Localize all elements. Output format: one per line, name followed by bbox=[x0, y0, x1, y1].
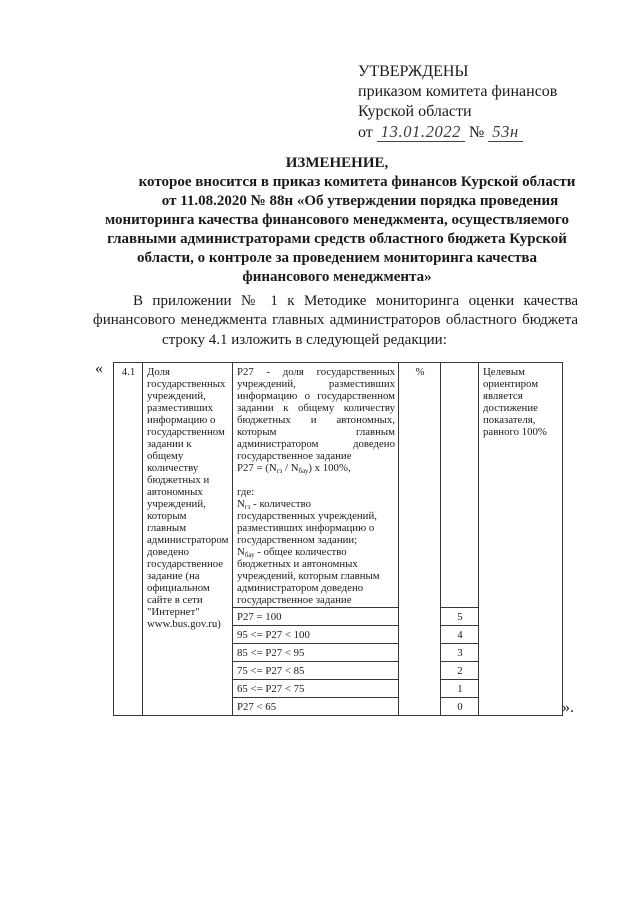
target-note-cell bbox=[479, 363, 563, 716]
indicator-link: www.bus.gov.ru) bbox=[147, 618, 221, 630]
def-text: - общее количество bbox=[254, 546, 347, 558]
def-line: государственное задание bbox=[237, 594, 352, 606]
indicator-line: государственных bbox=[147, 378, 226, 390]
closing-quote: ». bbox=[562, 699, 574, 716]
note-line: ориентиром bbox=[483, 378, 539, 390]
indicator-line: государственное bbox=[147, 558, 224, 570]
def-sub: гз bbox=[244, 503, 251, 511]
criterion-score: 0 bbox=[441, 698, 479, 716]
opening-quote: « bbox=[95, 360, 103, 377]
note-line: является bbox=[483, 390, 523, 402]
date-prefix: от bbox=[358, 124, 373, 141]
heading-line: которое вносится в приказ комитета финансов Курской области bbox=[138, 174, 576, 190]
score-blank-cell bbox=[441, 363, 479, 608]
indicator-line: автономных bbox=[147, 486, 203, 498]
indicator-line: задании к bbox=[147, 438, 192, 450]
calc-line: задании к общему количеству bbox=[237, 402, 395, 414]
handwritten-number: 53н bbox=[488, 122, 523, 142]
definition-gz bbox=[237, 498, 395, 510]
calculation-cell bbox=[233, 363, 399, 608]
calc-line: информацию о государственном bbox=[237, 390, 395, 402]
def-line: разместивших информацию о bbox=[237, 522, 375, 534]
def-line: бюджетных и автономных bbox=[237, 558, 358, 570]
number-sign: № bbox=[469, 124, 485, 141]
heading-line: мониторинга качества финансового менеджмента, осуществляемого bbox=[105, 212, 569, 228]
calc-line: которым главным bbox=[237, 426, 395, 438]
indicator-table bbox=[113, 362, 563, 716]
approval-title: УТВЕРЖДЕНЫ bbox=[358, 63, 469, 80]
heading-title: ИЗМЕНЕНИЕ, bbox=[285, 155, 389, 171]
criterion-condition: Р27 < 65 bbox=[233, 698, 399, 716]
indicator-line: разместивших bbox=[147, 402, 214, 414]
note-line: Целевым bbox=[483, 366, 525, 378]
indicator-line: бюджетных и bbox=[147, 474, 210, 486]
indicator-line: официальном bbox=[147, 582, 210, 594]
indicator-line: общему bbox=[147, 450, 184, 462]
def-line: государственных учреждений, bbox=[237, 510, 377, 522]
criterion-score: 4 bbox=[441, 626, 479, 644]
calc-line: государственное задание bbox=[237, 450, 352, 462]
indicator-line: учреждений, bbox=[147, 390, 206, 402]
where-label: где: bbox=[237, 486, 255, 498]
criterion-condition: 65 <= Р27 < 75 bbox=[233, 680, 399, 698]
def-symbol: N bbox=[237, 546, 245, 558]
indicator-line: задание (на bbox=[147, 570, 200, 582]
def-sub: бау bbox=[244, 551, 255, 559]
indicator-line: которым bbox=[147, 510, 187, 522]
indicator-line: доведено bbox=[147, 546, 190, 558]
approval-line-region: Курской области bbox=[358, 103, 472, 120]
heading-line: области, о контроле за проведением мониторинга качества bbox=[136, 250, 538, 266]
indicator-line: сайте в сети bbox=[147, 594, 203, 606]
intro-line: финансового менеджмента главных администраторов областного бюджета bbox=[93, 312, 578, 328]
indicator-line: администратором bbox=[147, 534, 229, 546]
def-line: учреждений, которым главным bbox=[237, 570, 380, 582]
approval-date-line bbox=[358, 122, 557, 143]
calc-line: бюджетных и автономных, bbox=[237, 414, 395, 426]
indicator-line: главным bbox=[147, 522, 187, 534]
note-line: достижение bbox=[483, 402, 538, 414]
intro-line: В приложении № 1 к Методике мониторинга оценки качества bbox=[133, 293, 578, 309]
calc-line: учреждений, разместивших bbox=[237, 378, 395, 390]
formula-sub-gz: гз bbox=[276, 467, 283, 475]
heading-line: главными администраторами средств областного бюджета Курской bbox=[107, 231, 567, 247]
indicator-name-cell bbox=[143, 363, 233, 716]
def-symbol: N bbox=[237, 498, 245, 510]
indicator-line: "Интернет" bbox=[147, 606, 200, 618]
intro-line: строку 4.1 изложить в следующей редакции: bbox=[162, 332, 447, 348]
definition-bau bbox=[237, 546, 395, 558]
note-line: показателя, bbox=[483, 414, 536, 426]
unit-cell: % bbox=[399, 363, 441, 716]
indicator-line: количеству bbox=[147, 462, 199, 474]
handwritten-date: 13.01.2022 bbox=[377, 122, 465, 142]
criterion-condition: Р27 = 100 bbox=[233, 608, 399, 626]
def-line: администратором доведено bbox=[237, 582, 364, 594]
indicator-row bbox=[114, 363, 563, 608]
formula-prefix: Р27 = (N bbox=[237, 462, 277, 474]
indicator-line: государственном bbox=[147, 426, 225, 438]
criterion-condition: 95 <= Р27 < 100 bbox=[233, 626, 399, 644]
change-heading bbox=[92, 154, 582, 287]
row-number: 4.1 bbox=[114, 363, 143, 716]
formula bbox=[237, 462, 395, 474]
calc-line: Р27 - доля государственных bbox=[237, 366, 395, 378]
calc-line: администратором доведено bbox=[237, 438, 395, 450]
criterion-score: 1 bbox=[441, 680, 479, 698]
approval-block bbox=[358, 62, 557, 143]
indicator-line: Доля bbox=[147, 366, 170, 378]
formula-sub-bau: бау bbox=[298, 467, 309, 475]
formula-suffix: ) х 100%, bbox=[308, 462, 351, 474]
criterion-condition: 85 <= Р27 < 95 bbox=[233, 644, 399, 662]
criterion-score: 5 bbox=[441, 608, 479, 626]
def-line: государственном задании; bbox=[237, 534, 358, 546]
criterion-condition: 75 <= Р27 < 85 bbox=[233, 662, 399, 680]
heading-line: от 11.08.2020 № 88н «Об утверждении порядка проведения bbox=[161, 193, 559, 209]
indicator-line: учреждений, bbox=[147, 498, 206, 510]
criterion-score: 3 bbox=[441, 644, 479, 662]
indicator-line: информацию о bbox=[147, 414, 216, 426]
note-line: равного 100% bbox=[483, 426, 547, 438]
def-text: - количество bbox=[250, 498, 311, 510]
approval-line-order: приказом комитета финансов bbox=[358, 83, 558, 100]
formula-middle: / N bbox=[282, 462, 299, 474]
heading-line: финансового менеджмента» bbox=[242, 269, 432, 285]
criterion-score: 2 bbox=[441, 662, 479, 680]
